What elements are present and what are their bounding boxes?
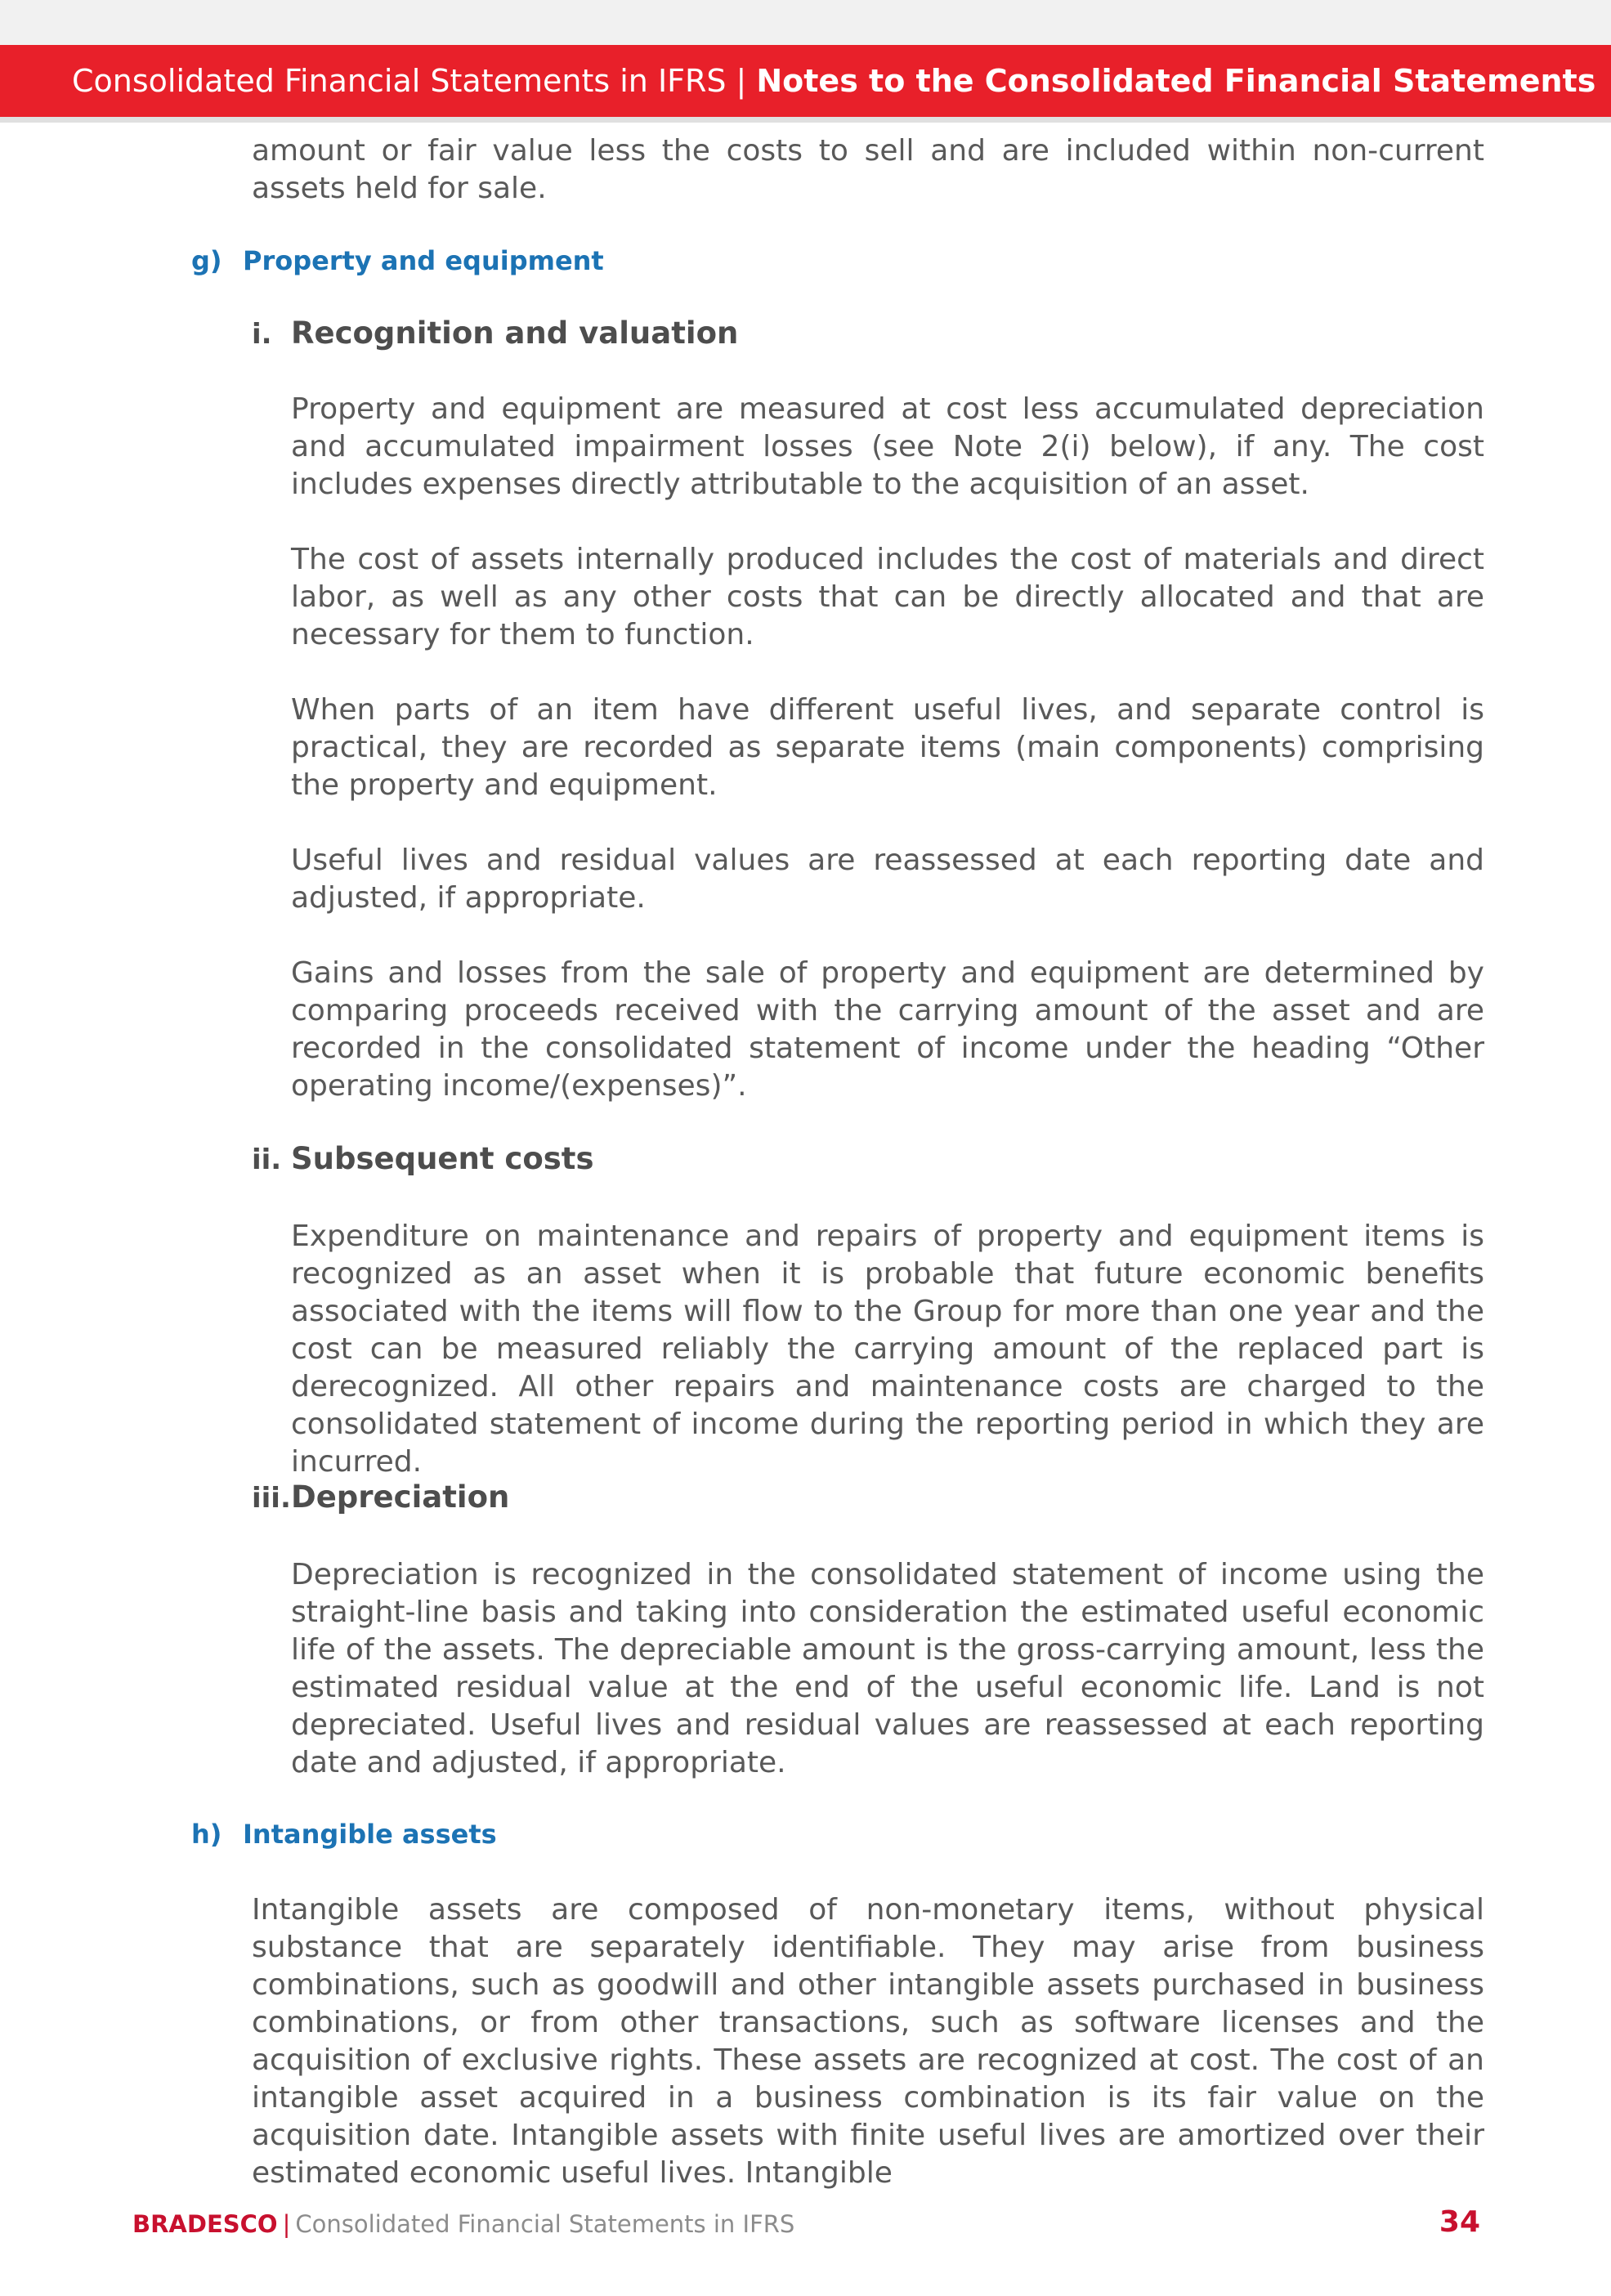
subheading-number: i. — [252, 318, 272, 351]
subheading-subsequent-costs — [252, 1141, 594, 1176]
page-number: 34 — [1439, 2205, 1480, 2239]
section-title: Intangible assets — [243, 1819, 497, 1850]
subheading-title: Depreciation — [291, 1479, 510, 1515]
paragraph: Useful lives and residual values are reassessed at each reporting date and adjusted, if appropriate. — [291, 844, 1484, 915]
section-title: Property and equipment — [243, 245, 604, 276]
header-divider — [0, 117, 1611, 123]
header-separator: | — [736, 63, 747, 99]
subheading-number: iii. — [252, 1482, 291, 1515]
section-letter: g) — [191, 245, 222, 276]
subheading-title: Subsequent costs — [291, 1141, 594, 1176]
subheading-depreciation — [252, 1479, 509, 1515]
intro-paragraph: amount or fair value less the costs to sell and are included within non-current assets held for sale. — [252, 134, 1484, 205]
section-letter: h) — [191, 1819, 222, 1850]
section-heading-g — [191, 245, 604, 276]
paragraph: Depreciation is recognized in the consolidated statement of income using the straight-line basis and taking into consideration the estimated useful economic life of the assets. The depreciable amount is the gross-carrying amount, less the estimated residual value at the end of the useful economic life. Land is not depreciated. Useful lives and residual values are reassessed at each reporting date and adjusted, if appropriate. — [291, 1558, 1484, 1779]
paragraph: Expenditure on maintenance and repairs of property and equipment items is recognized as an asset when it is probable that future economic benefits associated with the items will flow to the Group for more than one year and the cost can be measured reliably the carrying amount of the replaced part is derecognized. All other repairs and maintenance costs are charged to the consolidated statement of income during the reporting period in which they are incurred. — [291, 1220, 1484, 1479]
header-banner — [0, 45, 1611, 117]
footer — [132, 2210, 794, 2238]
paragraph: When parts of an item have different useful lives, and separate control is practical, they are recorded as separate items (main components) comprising the property and equipment. — [291, 693, 1484, 802]
footer-separator: | — [282, 2210, 291, 2238]
section-heading-h — [191, 1819, 497, 1850]
header-section-title: Notes to the Consolidated Financial Statements — [756, 63, 1596, 99]
paragraph: Intangible assets are composed of non-monetary items, without physical substance that are separately identifiable. They may arise from business combinations, such as goodwill and other intangible assets purchased in business combinations, or from other transactions, such as software licenses and the acquisition of exclusive rights. These assets are recognized at cost. The cost of an intangible asset acquired in a business combination is its fair value on the acquisition date. Intangible assets with finite useful lives are amortized over their estimated economic useful lives. Intangible — [252, 1893, 1484, 2190]
subheading-recognition — [252, 316, 738, 351]
subheading-title: Recognition and valuation — [291, 316, 739, 351]
header-document-title: Consolidated Financial Statements in IFRS — [72, 63, 727, 99]
top-margin — [0, 0, 1611, 45]
footer-brand: BRADESCO — [132, 2210, 278, 2238]
paragraph: Gains and losses from the sale of property and equipment are determined by comparing proceeds received with the carrying amount of the asset and are recorded in the consolidated statement of income under the heading “Other operating income/(expenses)”. — [291, 956, 1484, 1103]
subheading-number: ii. — [252, 1144, 282, 1176]
footer-title: Consolidated Financial Statements in IFRS — [295, 2210, 795, 2238]
paragraph: Property and equipment are measured at cost less accumulated depreciation and accumulated impairment losses (see Note 2(i) below), if any. The cost includes expenses directly attributable to the acquisition of an asset. — [291, 392, 1484, 501]
paragraph: The cost of assets internally produced includes the cost of materials and direct labor, as well as any other costs that can be directly allocated and that are necessary for them to function. — [291, 543, 1484, 651]
